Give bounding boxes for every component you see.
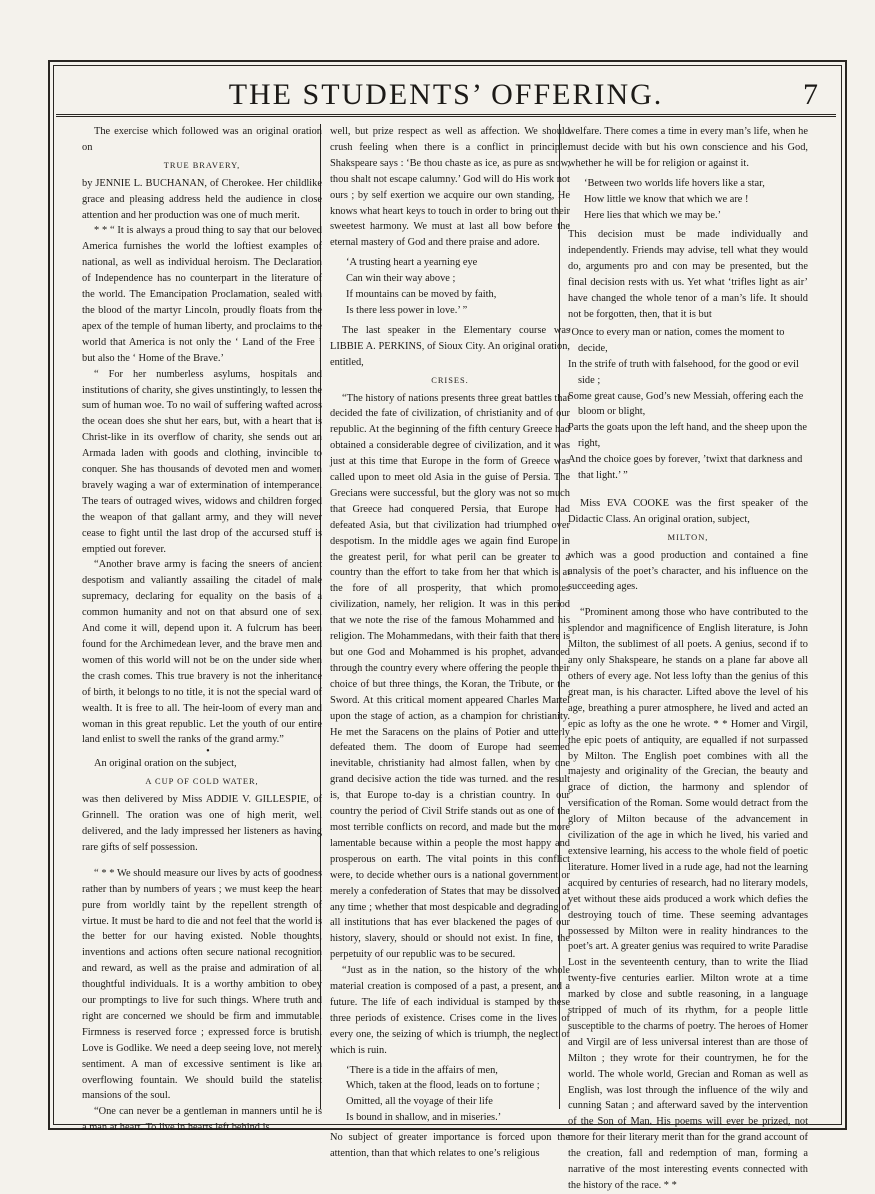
verse-quote bbox=[346, 1063, 570, 1127]
verse-line: How little we know that which we are ! bbox=[584, 193, 749, 205]
verse-line: Which, taken at the flood, leads on to fortune ; bbox=[346, 1080, 540, 1092]
paragraph: The exercise which followed was an original oration on bbox=[82, 126, 322, 153]
paragraph: which was a good production and contained a fine analysis of the poet’s character, and his influence on the succeeding ages. bbox=[568, 549, 808, 593]
paragraph: “Just as in the nation, so the history of the whole material creation is composed of a past, a present, and a future. The life of each individual is stamped by these three periods of existence. Crises come in the lives of every one, the seizing of which is triumph, the neglect of which is ruin. bbox=[330, 965, 570, 1056]
column-1 bbox=[82, 124, 322, 1134]
verse-line: Can win their way above ; bbox=[346, 273, 456, 285]
verse-line: Here lies that which we may be.’ bbox=[584, 209, 722, 221]
column-2 bbox=[330, 124, 570, 1160]
paragraph: “The history of nations presents three great battles that decided the fate of civilization, of christianity and of our republic. At the beginning of the fifth century Greece had obtained a considerable degree of civilization, and it was just at this time that Europe in the form of Greece was called upon to meet old Asia in the guise of Persia. The Grecians were successful, but the glory was not so much that Greece had conquered Persia, that Europe had defeated Asia, but that civilization had triumphed over despotism. In the middle ages we again find Europe in the greatest peril, for what peril can be greater to a country than the effort to take from her that which is at the fore of all prosperity, that which promotes civilization, namely, her religion. It was in this period that we note the rise of the famous Mohammed and his religion. The Mohammedans, with their faith that there is but one God and Mohammed is his prophet, advanced through the country every where offering the people their choice of but three things, the Koran, the Tribute, or the Sword. At this critical moment appeared Charles Martel upon the stage of action, as a champion for christianity. He met the Saracens on the plains of Potier and utterly defeated them. The doom of Europe had seemed inevitable, christianity had almost fallen, when by one grand decisive action the tide was turned. and the result is, that Europe to-day is a christian country. In our country the period of Civil Strife stands out as one of the most terrible conflicts on record, and made but the more lamentable because within a people the most happy and prosperous on earth. The vital points in this conflict were, to decide whether ours is a national government or merely a confederation of States that may be dissolved at any time ; whether that most despicable and degrading of all institutions that has ever blackened the pages of our history, slavery, should or should not exist. In fine, the perpetuity of our republic was to be secured. bbox=[330, 392, 570, 961]
column-3 bbox=[568, 124, 808, 1191]
section-heading: MILTON, bbox=[667, 532, 709, 542]
paragraph: welfare. There comes a time in every man’s life, when he must decide with but his own conscience and his God, whether he will be for religion or against it. bbox=[568, 126, 808, 169]
verse-line: ‘Once to every man or nation, comes the moment to decide, bbox=[568, 326, 785, 354]
verse-line: And the choice goes by forever, ’twixt that darkness and that light.’ ” bbox=[568, 454, 803, 482]
section-heading: TRUE BRAVERY, bbox=[163, 160, 241, 170]
verse-quote bbox=[568, 325, 808, 484]
verse-line: ‘Between two worlds life hovers like a star, bbox=[584, 177, 765, 189]
paragraph: * * “ It is always a proud thing to say that our beloved America furnishes the world the loftiest examples of national, as well as individual heroism. The Declaration of Independence has no counterpart in the literature of the world. The Emancipation Proclamation, sealed with the blood of the martyr Lincoln, proudly floats from the apex of the temple of human liberty, and proclaims to the world that America is not only the ‘ Land of the Free ’ but also the ‘ Home of the Brave.’ bbox=[82, 225, 322, 364]
paragraph: No subject of greater importance is forced upon the attention, than that which relates to one’s religious bbox=[330, 1132, 570, 1160]
paragraph: An original oration on the subject, bbox=[94, 758, 237, 770]
verse-line: Omitted, all the voyage of their life bbox=[346, 1096, 493, 1108]
paragraph: Miss EVA COOKE was the first speaker of the Didactic Class. An original oration, subject, bbox=[568, 497, 808, 525]
verse-line: Is there less power in love.’ ” bbox=[346, 304, 468, 316]
verse-line: Is bound in shallow, and in miseries.’ bbox=[346, 1112, 502, 1124]
verse-line: ‘A trusting heart a yearning eye bbox=[346, 257, 478, 269]
paragraph: This decision must be made individually and independently. Friends may advise, tell what they would do, arguments pro and con may be presented, but the final decision rests with us. Yet what ‘trifles light as air’ have changed the whole tenor of a man’s life. It should not be forgotten, then, that it is but bbox=[568, 229, 808, 320]
page-number: 7 bbox=[803, 78, 818, 111]
paragraph: “ For her numberless asylums, hospitals and institutions of charity, she gives unstintingly, to lessen the sum of human woe. To no wail of suffering wafted across the ocean does she shut her ears, but, with a heart that is Christ-like in its overflow of charity, she sends out an Armada laden with goods and clothing, invincible to conquer. She has thousands of devoted men and women bravely waging a war of extermination of intemperance. The tears of outraged wives, widows and children forged the weapon of that gallant army, and they will never cease to fight until the last drop of the accursed stuff is emptied out forever. bbox=[82, 368, 322, 555]
ornament: • bbox=[206, 746, 210, 758]
verse-quote bbox=[346, 255, 570, 319]
paragraph: The last speaker in the Elementary course was LIBBIE A. PERKINS, of Sioux City. An original oration, entitled, bbox=[330, 324, 570, 368]
section-heading: CRISES. bbox=[431, 375, 469, 385]
paragraph: “Prominent among those who have contributed to the splendor and magnificence of English literature, is John Milton, the sublimest of all poets. A genius, second if to any only Shakspeare, he stands on a plane far above all others of every age. Not less lofty than the genius of this great man, is his character. Lifted above the level of his age, breathing a purer atmosphere, he lived and acted an epic as lofty as the one he wrote. * * Homer and Virgil, the epic poets of antiquity, are equalled if not surpassed by Milton. The English poet combines with all the majesty and originality of the Grecian, the beauty and grace of diction, the harmony and splendor of versification of the Roman. Some would detract from the glory of Milton because of the advancement in civilization of the age in which he lived, his varied and extensive learning, his access to the whole field of poetic literature. Homer lived in a rude age, had not the learning acquired by centuries of research, had no literary models, yet without these aids produced a work which defies the destroying touch of time. These seeming advantages possessed by Milton were in reality hindrances to the poet’s art. A greater genius was required to write Paradise Lost in the seventeenth century, than to write the Iliad twenty-five centuries earlier. Milton wrote at a time marked by close and subtle reasoning, in a language stripped of much of its rhythm, for a people little susceptible to the charms of poetry. The heroes of Homer and Virgil are of less universal interest than are those of Milton ; they wrote for their countrymen, he for the world. The whole world, Grecian and Roman as well as English, was lost through the influence of the wily and cunning Satan ; and afterward saved by the intervention of the Son of Man. His poems will ever be prized, not more for their literary merit than for the grand account of the creation, fall and redemption of man, forming a narrative of the most interesting events connected with the history of the race. * * bbox=[568, 607, 808, 1191]
verse-line: In the strife of truth with falsehood, for the good or evil side ; bbox=[568, 358, 799, 386]
verse-line: If mountains can be moved by faith, bbox=[346, 289, 497, 301]
paragraph: by JENNIE L. BUCHANAN, of Cherokee. Her childlike grace and pleasing address held the audience in close attention and her production was one of much merit. bbox=[82, 177, 322, 221]
paragraph: “One can never be a gentleman in manners until he is a man at heart. To live in hearts left behind is bbox=[82, 1106, 322, 1134]
verse-line: Some great cause, God’s new Messiah, offering each the bloom or blight, bbox=[568, 390, 804, 418]
verse-quote bbox=[584, 176, 808, 224]
paragraph: “ * * We should measure our lives by acts of goodness rather than by numbers of years ; we must keep the heart pure from worldly taint by the repellent strength of virtue. It must be hard to die and not feel that the world is the better for our having existed. Noble thoughts, inventions and actions often secure national recognition and reward, as well as the praise and admiration of all thoughtful individuals. It is a worthy ambition to obey our promptings to live for such things. Where truth and right are concerned we should be firm and immutable. Firmness is reserved force ; expressed force is brutish. Love is Godlike. We need a deep seeing love, not merely sentiment. A man of excessive sentiment is like an overflowing fountain. We should build the statelist mansions of the soul. bbox=[82, 867, 322, 1102]
verse-line: ‘There is a tide in the affairs of men, bbox=[346, 1064, 498, 1076]
publication-title: THE STUDENTS’ OFFERING. bbox=[228, 78, 664, 111]
verse-line: Parts the goats upon the left hand, and the sheep upon the right, bbox=[568, 422, 807, 450]
paragraph: “Another brave army is facing the sneers of ancient despotism and valiantly assailing the citadel of male supremacy, declaring for equality on the basis of a common humanity and not on that absurd one of sex. And come it will, depend upon it. A fulcrum has been found for the Archimedean lever, and the brave men and women of this world will not be on the under side when the crash comes. This true bravery is not the inheritance of birth, it belongs to no title, it is not the special ward of wealth. It is free to all. The heir-loom of every man and woman in this great republic. Let the youth of our entire land enlist to swell the ranks of the grand army.” bbox=[82, 559, 322, 746]
section-heading: A CUP OF COLD WATER, bbox=[145, 777, 259, 787]
masthead bbox=[56, 74, 836, 117]
paragraph: well, but prize respect as well as affection. We should crush feeling when there is a conflict in principle. Shakspeare says : ‘Be thou chaste as ice, as pure as snow, thou shalt not escape calumny.’ God will do His work not ours ; by self exertion we acquire our own standing, He knows what heart keys to touch in order to bring out their sweetest harmony. We must at last all bow before the eternal mastery of God and there praise and adore. bbox=[330, 126, 570, 249]
paragraph: was then delivered by Miss ADDIE V. GILLESPIE, of Grinnell. The oration was one of high merit, well delivered, and the lady impressed her listeners as having rare gifts of self possession. bbox=[82, 794, 322, 853]
